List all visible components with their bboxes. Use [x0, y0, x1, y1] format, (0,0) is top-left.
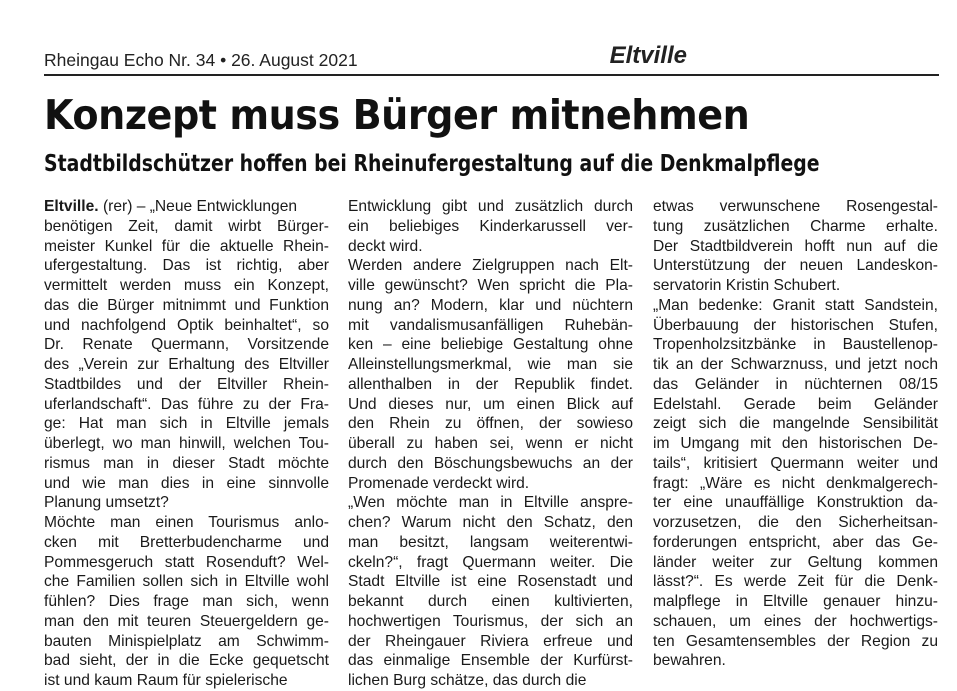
article-text-line: Der Stadtbildverein hofft nun auf die	[653, 237, 938, 255]
article-text-line: tung zusätzlichen Charme erhalte.	[653, 217, 938, 235]
masthead	[44, 42, 939, 78]
article-text-line: das einmalige Ensemble der Kurfürst-	[348, 652, 633, 670]
article-text-line: deckt wird.	[348, 237, 423, 255]
article-text-line: und wie man dies in eine sinnvolle	[44, 474, 329, 492]
article-subheadline: Stadtbildschützer hoffen bei Rheinufergestaltung auf die Denkmalpflege	[44, 151, 820, 177]
article-text-line: durch den Böschungsbewuchs an der	[348, 454, 633, 472]
article-text-line: man besitzt, langsam weiterentwi-	[348, 533, 633, 551]
article-text-line: Möchte man einen Tourismus anlo-	[44, 514, 329, 531]
article-text-line: meister Kunkel für die aktuelle Rhein-	[44, 237, 329, 255]
article-text-line: etwas verwunschene Rosengestal-	[653, 198, 938, 215]
article-text-line: Unterstützung der neuen Landeskon-	[653, 257, 938, 275]
article-text-line	[44, 197, 329, 217]
article-text-line: ge: Hat man sich in Eltville jemals	[44, 415, 329, 433]
article-text-line: hochwertigen Tourismus, der sich an	[348, 612, 633, 630]
article-text-line: mit vandalismusanfälligen Ruhebän-	[348, 316, 633, 334]
article-text-line: allenthalben in der Republik findet.	[348, 375, 633, 393]
article-text-line: den Rhein zu öffnen, der sowieso	[348, 415, 633, 433]
article-text-line: „Man bedenke: Granit statt Sandstein,	[653, 296, 938, 314]
article-text-line: servatorin Kristin Schubert.	[653, 277, 841, 294]
article-text-line: schauen, um eines der hochwertigs-	[653, 612, 938, 630]
article-text-line: Tropenholzsitzbänke in Baustellenop-	[653, 336, 938, 354]
article-text-line: nung an? Modern, klar und nüchtern	[348, 296, 633, 314]
article-text-line: che Familien sollen sich in Eltville wohl	[44, 573, 329, 591]
article-text-line: bad sieht, der in die Ecke gequetscht	[44, 652, 329, 670]
article-column-2	[348, 197, 633, 691]
article-text-line: fragt: „Wäre es nicht denkmalgerech-	[653, 474, 938, 492]
article-text-line: tik an der Schwarznuss, und jetzt noch	[653, 356, 938, 373]
article-text-line: vorzusetzen, die den Sicherheitsan-	[653, 514, 938, 531]
article-text-line: ter eine unauffällige Konstruktion da-	[653, 494, 938, 512]
article-text-line: Entwicklung gibt und zusätzlich durch	[348, 198, 633, 215]
article-text-line: malpflege in Eltville genauer hinzu-	[653, 593, 938, 610]
article-text-line: des „Verein zur Erhaltung des Eltviller	[44, 356, 329, 373]
article-text-line: cken mit Bretterbudencharme und	[44, 533, 329, 551]
article-text-line: Stadt Eltville ist eine Rosenstadt und	[348, 573, 633, 591]
article-text-line: Dr. Renate Quermann, Vorsitzende	[44, 336, 329, 354]
article-text-line: uferlandschaft“. Das führe zu der Fra-	[44, 395, 329, 413]
article-text-line: vermittelt werden muss ein Konzept,	[44, 277, 329, 294]
article-text-line: Überbauung der historischen Stufen,	[653, 316, 938, 334]
article-text-line: das Geländer in nüchternen 08/15	[653, 375, 938, 393]
article-text-line: ten Gesamtensembles der Region zu	[653, 632, 938, 650]
article-text-line: lichen Burg schätze, das durch die	[348, 672, 587, 689]
article-text-line: Stadtbildes und der Eltviller Rhein-	[44, 375, 329, 393]
article-text-line: Edelstahl. Gerade beim Geländer	[653, 395, 938, 413]
article-text-line: rismus man in dieser Stadt möchte	[44, 454, 329, 472]
article-text-line: „Wen möchte man in Eltville anspre-	[348, 494, 633, 512]
article-text-line: überlegt, wo man hinwill, welchen Tou-	[44, 435, 329, 452]
article-text-line: Pommesgeruch statt Rosenduft? Wel-	[44, 553, 329, 571]
article-text-line: und nachfolgend Optik beinhaltet“, so	[44, 316, 329, 334]
article-text-line: Promenade verdeckt wird.	[348, 474, 530, 492]
article-text-line: chen? Warum nicht den Schatz, den	[348, 514, 633, 531]
article-text-line: ken – eine beliebige Gestaltung ohne	[348, 336, 633, 354]
article-text-line: forderungen entspricht, aber das Ge-	[653, 533, 938, 551]
article-headline: Konzept muss Bürger mitnehmen	[44, 91, 750, 139]
article-text-line: im Umgang mit den historischen De-	[653, 435, 938, 452]
section-title: Eltville	[609, 42, 687, 69]
article-text-line: Planung umsetzt?	[44, 494, 169, 512]
article-text-line: bekannt durch einen kultivierten,	[348, 593, 633, 610]
article-text-line: Werden andere Zielgruppen nach Elt-	[348, 257, 633, 275]
article-text-line: man den mit teuren Steuergeldern ge-	[44, 612, 329, 630]
publication-info: Rheingau Echo Nr. 34 • 26. August 2021	[44, 50, 358, 70]
article-text-line: das die Bürger mitnimmt und Funktion	[44, 296, 329, 314]
header-rule	[44, 74, 939, 76]
article-text-line: tails“, kritisiert Quermann weiter und	[653, 454, 938, 472]
article-text-fragment: (rer) – „Neue Entwicklungen	[98, 198, 298, 215]
article-text-line: bauten Minispielplatz am Schwimm-	[44, 632, 329, 650]
article-text-line: ckeln?“, fragt Quermann weiter. Die	[348, 553, 633, 571]
article-text-line: lässt?“. Es werde Zeit für die Denk-	[653, 573, 938, 591]
article-text-line: ufergestaltung. Das ist richtig, aber	[44, 257, 329, 275]
article-column-1	[44, 197, 329, 691]
article-text-line: ist und kaum Raum für spielerische	[44, 672, 288, 689]
article-text-line: fühlen? Dies frage man sich, wenn	[44, 593, 329, 610]
dateline: Eltville.	[44, 198, 99, 215]
article-text-line: überall zu haben sei, wenn er nicht	[348, 435, 633, 452]
article-text-line: bewahren.	[653, 652, 726, 670]
article-text-line: zeigt sich die mangelnde Sensibilität	[653, 415, 938, 433]
article-column-3	[653, 197, 938, 671]
article-text-line: länder weiter zur Geltung kommen	[653, 553, 938, 571]
article-text-line: Alleinstellungsmerkmal, wie man sie	[348, 356, 633, 373]
article-text-line: benötigen Zeit, damit wirbt Bürger-	[44, 217, 329, 235]
article-text-line: der Rheingauer Riviera erfreue und	[348, 632, 633, 650]
article-text-line: ville gewünscht? Wen spricht die Pla-	[348, 277, 633, 294]
article-text-line: Und dieses nur, um einen Blick auf	[348, 395, 633, 413]
article-text-line: ein beliebiges Kinderkarussell ver-	[348, 217, 633, 235]
